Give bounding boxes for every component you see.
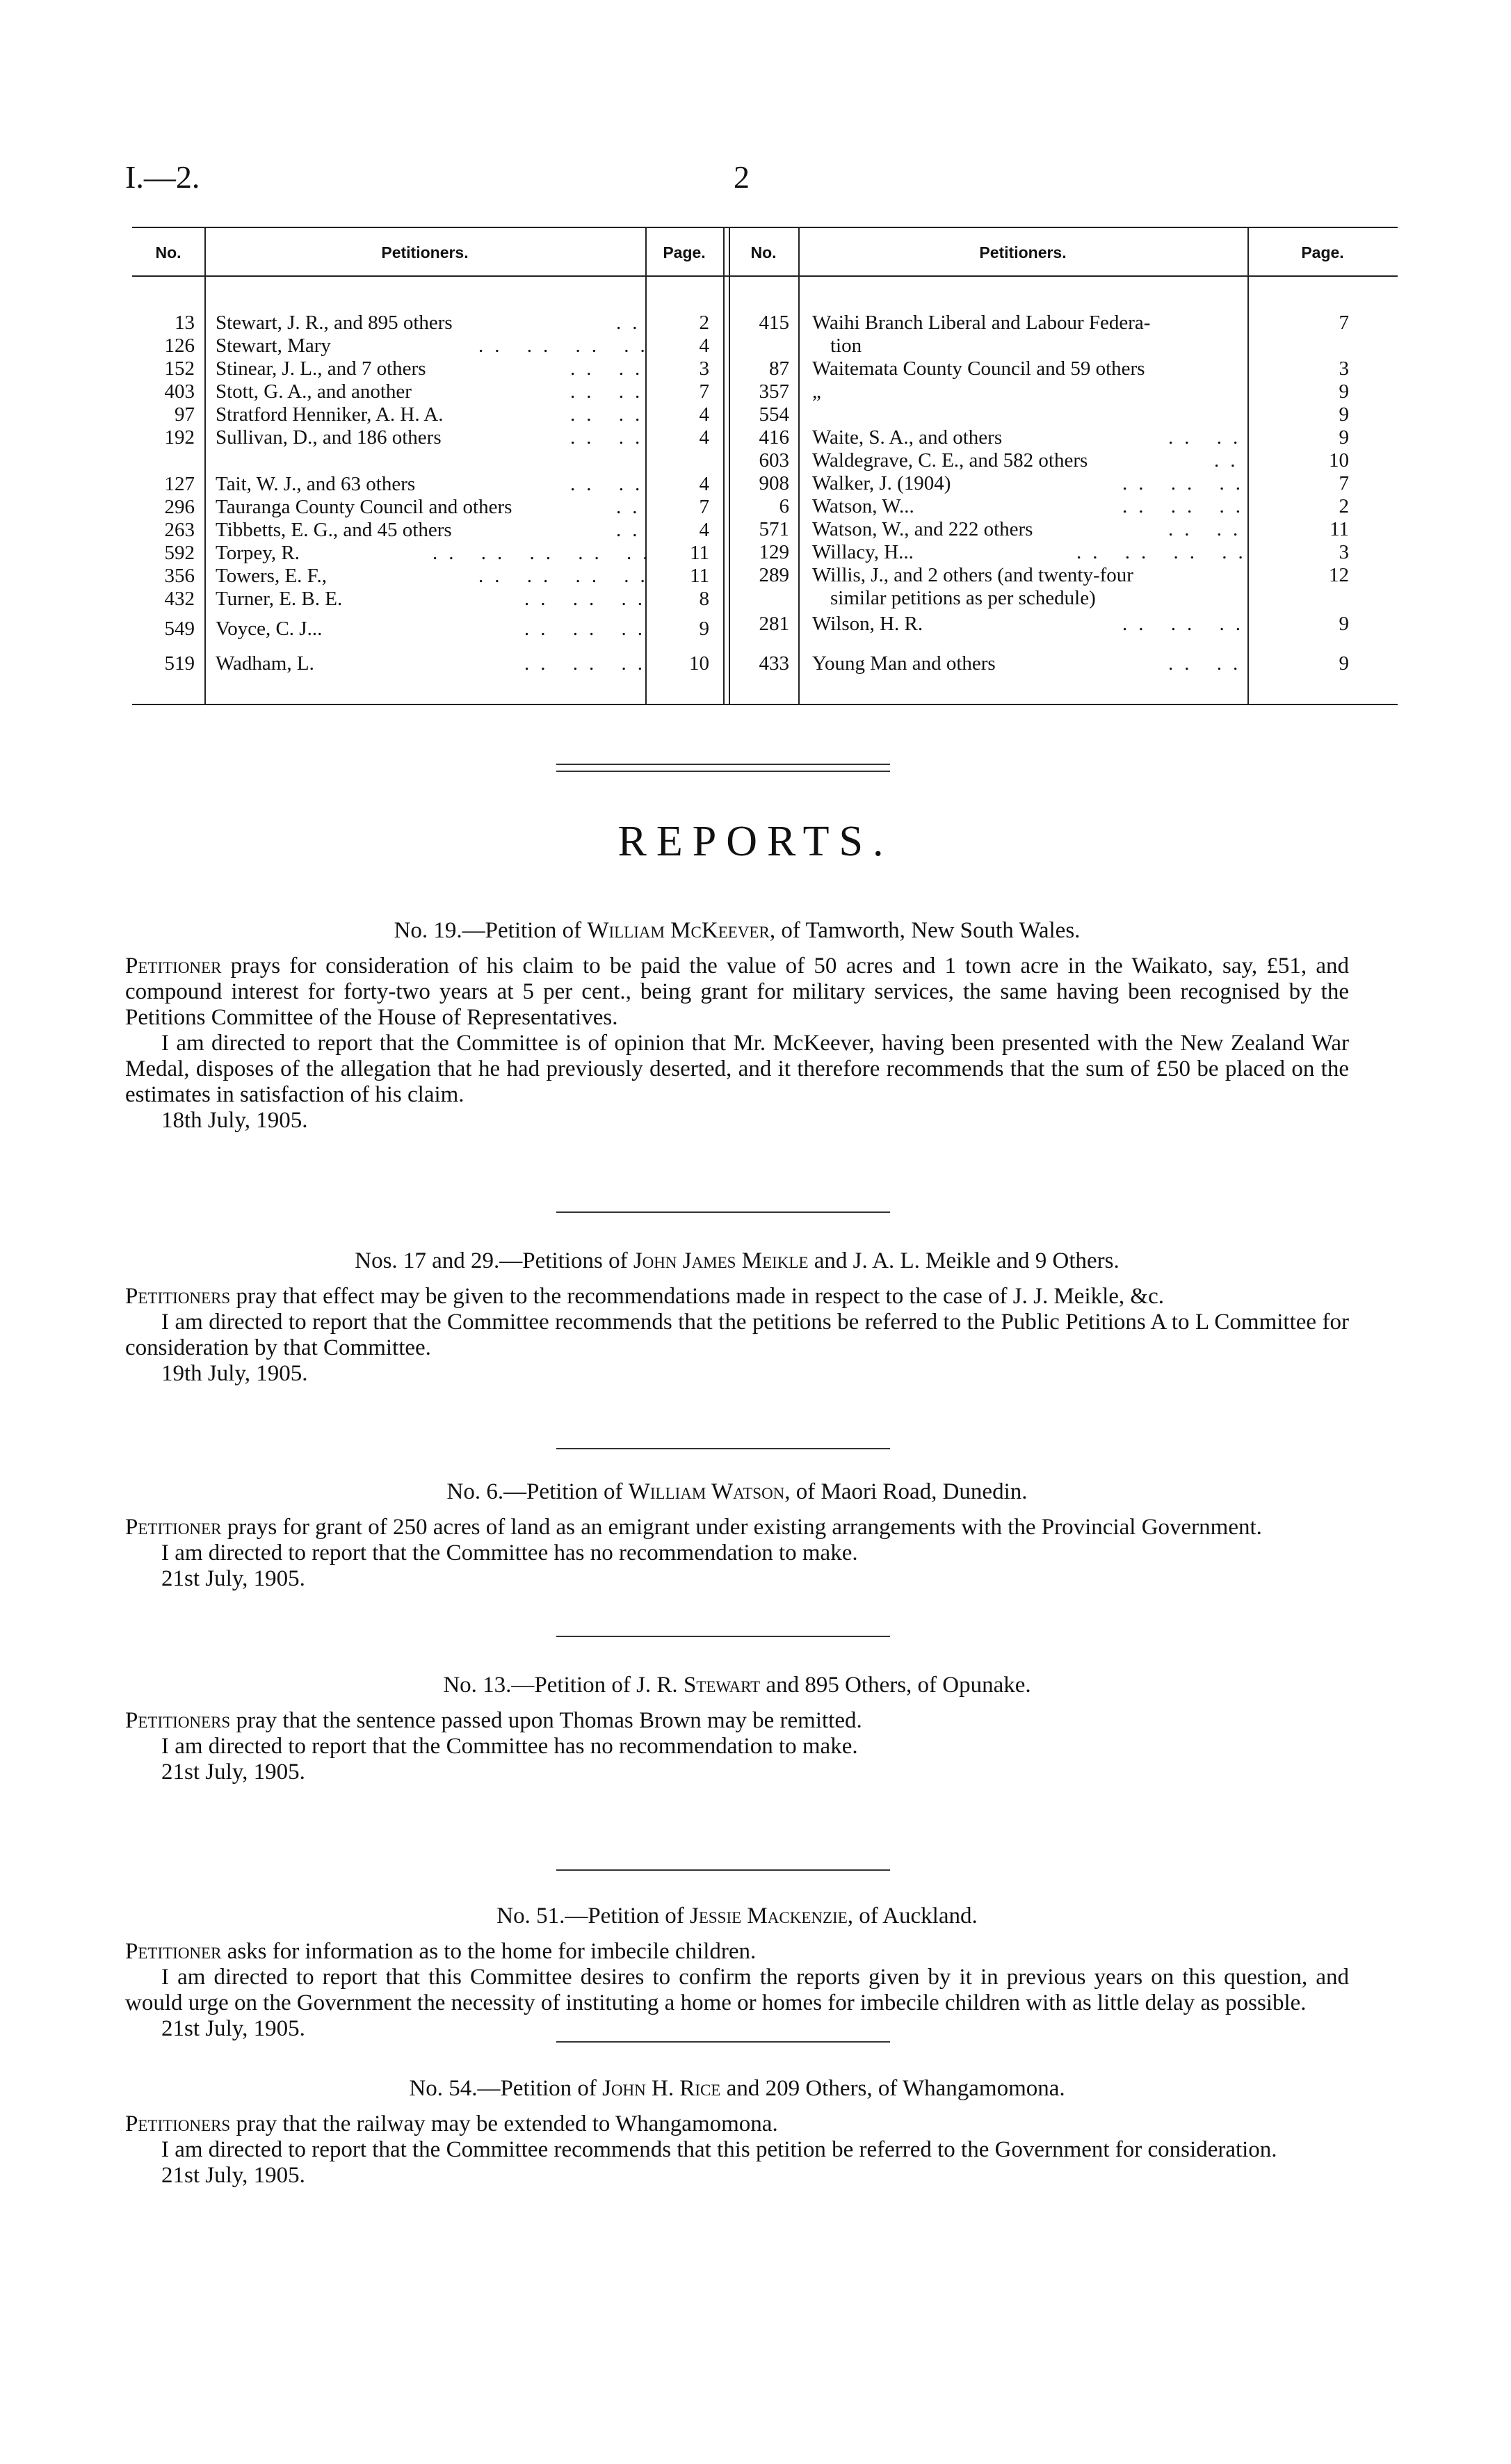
report-title-name: John James Meikle [633, 1248, 809, 1273]
row-petitioner: Waldegrave, C. E., and 582 others [812, 449, 1088, 472]
report-title-prefix: No. 6.—Petition of [446, 1479, 629, 1504]
row-petitioner: Stewart, Mary [216, 335, 331, 357]
row-leader-dots: .. .. [1168, 426, 1250, 449]
row-page: 9 [1339, 403, 1349, 426]
header-page-right: Page. [1301, 243, 1344, 261]
report-title-prefix: No. 51.—Petition of [496, 1903, 690, 1928]
report-title-prefix: No. 54.—Petition of [409, 2076, 603, 2101]
report-title [125, 918, 1349, 944]
report-committee-text: I am directed to report that the Committee has no recommendation to make. [161, 1734, 858, 1759]
row-page: 9 [1339, 613, 1349, 635]
section-divider [556, 1636, 890, 1637]
row-number: 192 [164, 426, 195, 449]
report-prayer-text: prays for consideration of his claim to be paid the value of 50 acres and 1 town acre in the Waikato, say, £51, and compound interest for forty-two years at 5 per cent., being grant for military services, the same having been recognised by the Petitions Committee of the House of Representatives. [125, 953, 1349, 1030]
row-page: 10 [1329, 449, 1349, 472]
report-title-prefix: Nos. 17 and 29.—Petitions of [355, 1248, 633, 1273]
row-leader-dots: .. .. [570, 357, 652, 380]
row-petitioner: Wadham, L. [216, 652, 314, 675]
section-divider [556, 2041, 890, 2043]
report-title [125, 2076, 1349, 2102]
report-prayer [125, 1284, 1349, 1310]
report-petitioner-label: Petitioners [125, 1708, 231, 1733]
row-number: 415 [759, 312, 789, 334]
row-petitioner: Waite, S. A., and others [812, 426, 1003, 449]
report-block [125, 1903, 1349, 2042]
row-petitioner: Waitemata County Council and 59 others [812, 357, 1145, 380]
section-divider [556, 1448, 890, 1449]
row-petitioner: Tibbetts, E. G., and 45 others [216, 519, 452, 541]
report-title [125, 1248, 1349, 1274]
header-no-right: No. [750, 243, 777, 261]
row-page: 3 [1339, 357, 1349, 380]
row-number: 126 [164, 335, 195, 357]
report-title-name: Jessie Mackenzie [690, 1903, 848, 1928]
row-number: 152 [164, 357, 195, 380]
row-page: 12 [1329, 564, 1349, 586]
row-page: 11 [690, 542, 709, 564]
row-petitioner: Tauranga County Council and others [216, 496, 512, 518]
petitions-index-table [132, 227, 1398, 714]
row-page: 7 [1339, 472, 1349, 494]
row-petitioner: Turner, E. B. E. [216, 588, 343, 610]
row-number: 519 [164, 652, 195, 675]
row-number: 433 [759, 652, 789, 675]
row-number: 13 [175, 312, 195, 334]
report-petitioner-label: Petitioners [125, 2111, 231, 2136]
row-number: 6 [779, 495, 789, 517]
report-petitioner-label: Petitioner [125, 1515, 222, 1540]
report-title-suffix: , of Maori Road, Dunedin. [784, 1479, 1028, 1504]
report-committee-text: I am directed to report that the Committee is of opinion that Mr. McKeever, having been presented with the New Zealand War Medal, disposes of the allegation that he had previously deserted, and it therefore recommends that the sum of £50 be placed on the estimates in satisfaction of his claim. [125, 1031, 1349, 1107]
row-number: 127 [164, 473, 195, 495]
row-petitioner: Waihi Branch Liberal and Labour Federa- [812, 312, 1151, 334]
report-date: 18th July, 1905. [161, 1108, 308, 1133]
row-leader-dots: .. .. .. [524, 618, 654, 640]
row-page: 3 [1339, 541, 1349, 563]
row-number: 592 [164, 542, 195, 564]
row-leader-dots: .. .. .. [1122, 495, 1252, 517]
row-page: 3 [699, 357, 709, 380]
row-page: 7 [699, 496, 709, 518]
row-petitioner: Stewart, J. R., and 895 others [216, 312, 453, 334]
row-number: 357 [759, 380, 789, 403]
row-leader-dots: .. [616, 312, 649, 334]
report-petitioner-label: Petitioner [125, 953, 222, 979]
reports-heading: REPORTS. [617, 818, 894, 865]
report-prayer-text: asks for information as to the home for imbecile children. [221, 1939, 757, 1964]
row-petitioner: Wilson, H. R. [812, 613, 923, 635]
row-leader-dots: .. .. .. [524, 652, 654, 675]
row-leader-dots: .. [616, 496, 649, 518]
row-leader-dots: .. .. .. .. [478, 335, 656, 357]
report-prayer-text: pray that effect may be given to the recommendations made in respect to the case of J. J. Meikle, &c. [230, 1284, 1165, 1309]
row-leader-dots: .. .. .. .. [1076, 541, 1254, 563]
row-page: 9 [699, 618, 709, 640]
report-block [125, 2076, 1349, 2189]
report-petitioner-label: Petitioner [125, 1939, 222, 1964]
row-petitioner: Stinear, J. L., and 7 others [216, 357, 426, 380]
row-petitioner: similar petitions as per schedule) [830, 587, 1096, 609]
report-title [125, 1673, 1349, 1698]
row-page: 11 [690, 565, 709, 587]
report-date: 19th July, 1905. [161, 1361, 308, 1386]
row-page: 7 [1339, 312, 1349, 334]
row-page: 2 [699, 312, 709, 334]
row-leader-dots: .. .. .. [524, 588, 654, 610]
row-page: 9 [1339, 380, 1349, 403]
row-petitioner: Watson, W., and 222 others [812, 518, 1033, 540]
row-number: 129 [759, 541, 789, 563]
row-page: 4 [699, 519, 709, 541]
report-title-prefix: No. 13.—Petition of J. R. [443, 1673, 684, 1698]
row-page: 4 [699, 473, 709, 495]
row-leader-dots: .. .. .. [1122, 472, 1252, 494]
report-petitioner-label: Petitioners [125, 1284, 231, 1309]
header-petitioners-right: Petitioners. [979, 243, 1067, 261]
report-title [125, 1479, 1349, 1505]
report-date: 21st July, 1905. [161, 1760, 305, 1785]
report-date: 21st July, 1905. [161, 1566, 305, 1591]
row-number: 281 [759, 613, 789, 635]
section-divider [556, 1869, 890, 1871]
report-title-suffix: and 895 Others, of Opunake. [760, 1673, 1031, 1698]
row-petitioner: Willis, J., and 2 others (and twenty-four [812, 564, 1133, 586]
report-prayer [125, 1708, 1349, 1734]
row-number: 87 [769, 357, 789, 380]
row-page: 7 [699, 380, 709, 403]
row-number: 263 [164, 519, 195, 541]
row-petitioner: Stratford Henniker, A. H. A. [216, 403, 444, 426]
row-page: 4 [699, 335, 709, 357]
report-prayer-text: prays for grant of 250 acres of land as an emigrant under existing arrangements with the Provincial Government. [221, 1515, 1262, 1540]
row-number: 97 [175, 403, 195, 426]
document-reference: I.—2. [125, 159, 200, 195]
row-petitioner: Voyce, C. J... [216, 618, 323, 640]
row-leader-dots: .. .. [570, 380, 652, 403]
row-number: 549 [164, 618, 195, 640]
report-prayer-text: pray that the sentence passed upon Thomas Brown may be remitted. [230, 1708, 862, 1733]
report-block [125, 1479, 1349, 1592]
row-petitioner: Sullivan, D., and 186 others [216, 426, 442, 449]
report-committee-text: I am directed to report that the Committee recommends that this petition be referred to the Government for consideration. [161, 2137, 1277, 2162]
report-prayer [125, 1515, 1349, 1540]
row-number: 908 [759, 472, 789, 494]
report-committee-text: I am directed to report that the Committee has no recommendation to make. [161, 1540, 858, 1565]
report-prayer-text: pray that the railway may be extended to Whangamomona. [230, 2111, 778, 2136]
header-no-left: No. [155, 243, 181, 261]
report-title-name: William McKeever [587, 918, 770, 943]
page-number: 2 [734, 159, 750, 195]
row-leader-dots: .. .. [1168, 652, 1250, 675]
row-leader-dots: .. .. .. [1122, 613, 1252, 635]
row-number: 296 [164, 496, 195, 518]
section-divider [556, 1211, 890, 1213]
report-prayer [125, 2111, 1349, 2137]
row-number: 432 [164, 588, 195, 610]
row-petitioner: tion [830, 335, 862, 357]
row-petitioner: Watson, W... [812, 495, 914, 517]
row-number: 416 [759, 426, 789, 449]
row-number: 603 [759, 449, 789, 472]
report-title [125, 1903, 1349, 1929]
row-petitioner: Walker, J. (1904) [812, 472, 951, 494]
row-leader-dots: .. .. .. .. .. [433, 542, 659, 564]
row-petitioner: Torpey, R. [216, 542, 300, 564]
report-block [125, 918, 1349, 1134]
row-petitioner: Stott, G. A., and another [216, 380, 412, 403]
report-title-suffix: and J. A. L. Meikle and 9 Others. [808, 1248, 1120, 1273]
report-date: 21st July, 1905. [161, 2163, 305, 2188]
row-leader-dots: .. [1214, 449, 1247, 472]
report-prayer [125, 953, 1349, 1031]
row-leader-dots: .. .. [1168, 518, 1250, 540]
row-page: 10 [689, 652, 709, 675]
report-title-name: Stewart [683, 1673, 761, 1698]
report-title-suffix: and 209 Others, of Whangamomona. [720, 2076, 1065, 2101]
row-page: 4 [699, 403, 709, 426]
row-petitioner: Willacy, H... [812, 541, 914, 563]
row-number: 554 [759, 403, 789, 426]
row-page: 4 [699, 426, 709, 449]
report-title-suffix: , of Tamworth, New South Wales. [769, 918, 1081, 943]
report-title-prefix: No. 19.—Petition of [394, 918, 588, 943]
row-number: 356 [164, 565, 195, 587]
row-leader-dots: .. .. .. .. [478, 565, 656, 587]
row-leader-dots: .. .. [570, 473, 652, 495]
report-title-name: William Watson [628, 1479, 785, 1504]
row-number: 289 [759, 564, 789, 586]
report-title-name: John H. Rice [602, 2076, 721, 2101]
row-page: 11 [1330, 518, 1349, 540]
report-title-suffix: , of Auckland. [847, 1903, 978, 1928]
report-committee-text: I am directed to report that the Committee recommends that the petitions be referred to the Public Petitions A to L Committee for consideration by that Committee. [125, 1310, 1349, 1360]
row-number: 403 [164, 380, 195, 403]
row-leader-dots: .. .. [570, 426, 652, 449]
row-petitioner: Towers, E. F., [216, 565, 327, 587]
row-petitioner: „ [812, 380, 821, 403]
row-leader-dots: .. .. [570, 403, 652, 426]
report-block [125, 1673, 1349, 1785]
row-page: 2 [1339, 495, 1349, 517]
header-petitioners-left: Petitioners. [381, 243, 469, 261]
row-petitioner: Tait, W. J., and 63 others [216, 473, 416, 495]
row-page: 8 [699, 588, 709, 610]
row-page: 9 [1339, 426, 1349, 449]
row-leader-dots: .. [616, 519, 649, 541]
report-committee-text: I am directed to report that this Committee desires to confirm the reports given by it in previous years on this question, and would urge on the Government the necessity of instituting a home or homes for imbecile children with as little delay as possible. [125, 1965, 1349, 2015]
row-petitioner: Young Man and others [812, 652, 996, 675]
report-date: 21st July, 1905. [161, 2016, 305, 2041]
row-number: 571 [759, 518, 789, 540]
report-block [125, 1248, 1349, 1387]
row-page: 9 [1339, 652, 1349, 675]
report-prayer [125, 1939, 1349, 1965]
header-page-left: Page. [663, 243, 706, 261]
